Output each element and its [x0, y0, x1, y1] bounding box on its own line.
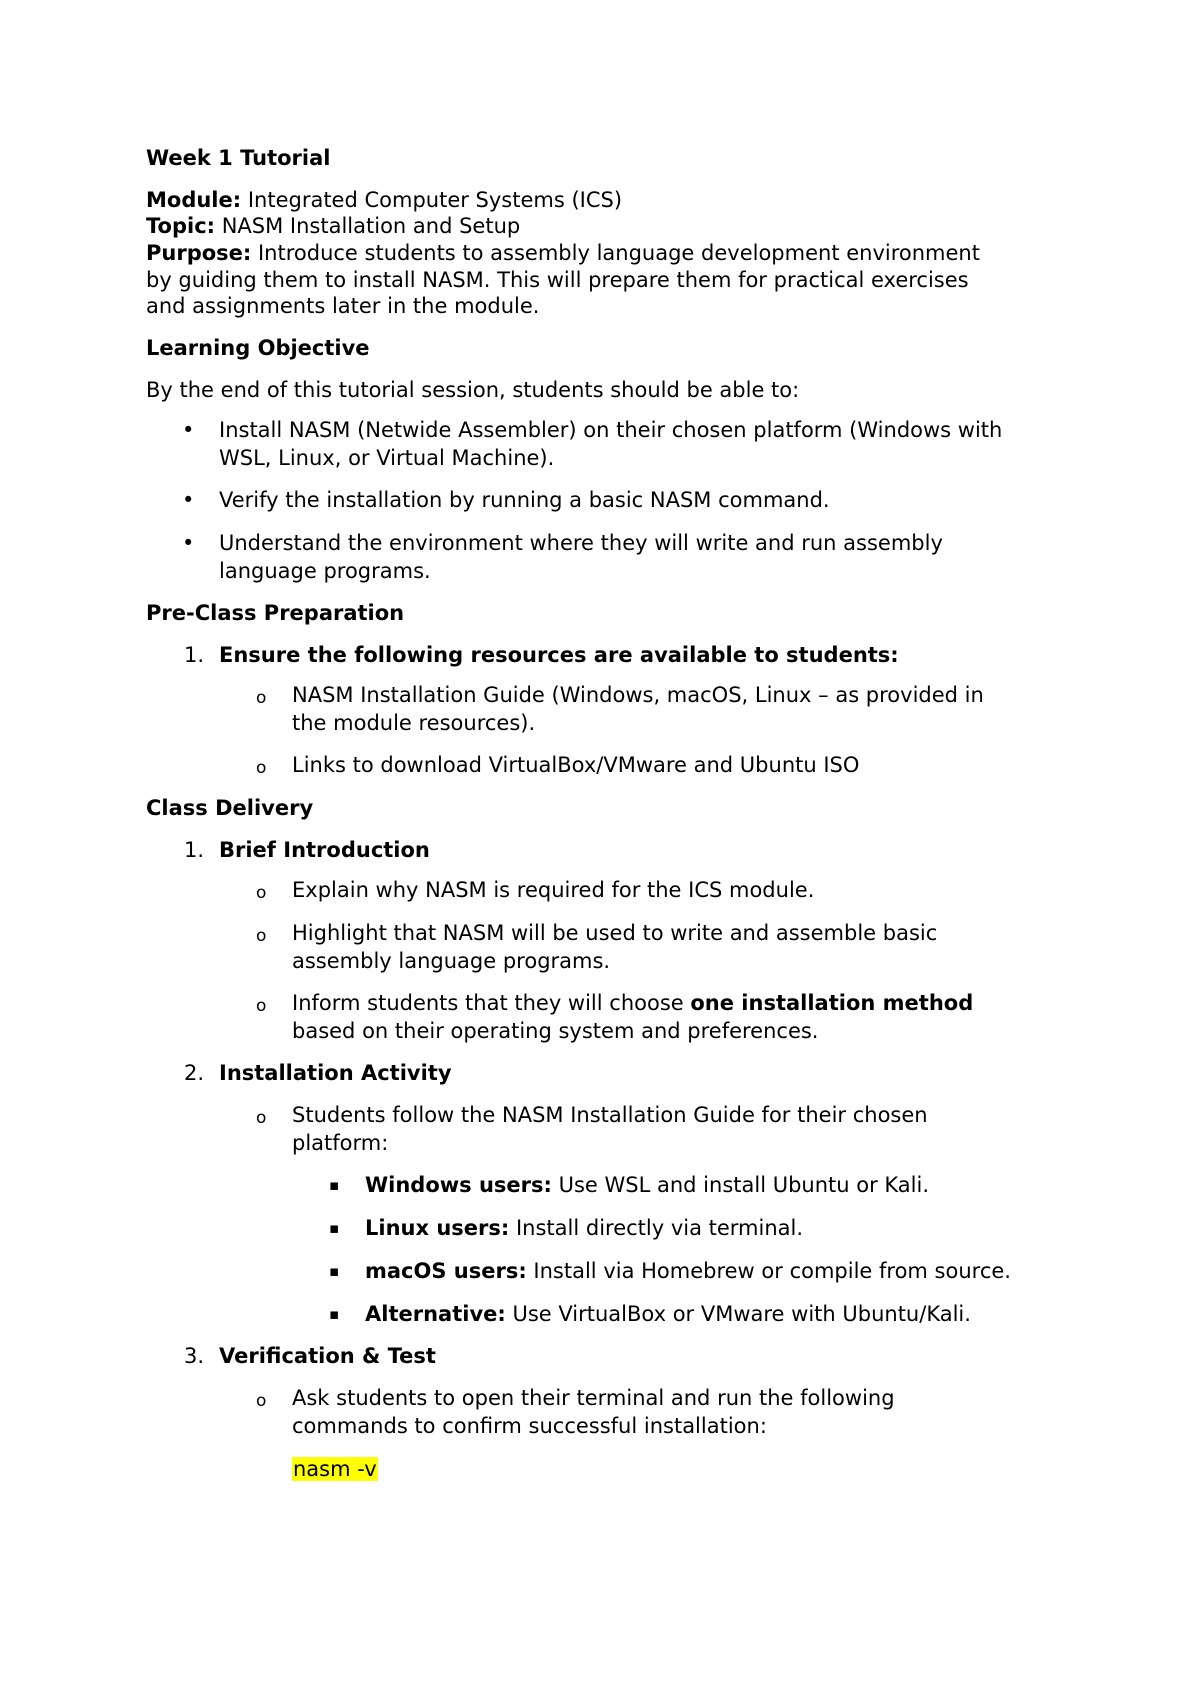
platform-text: Use WSL and install Ubuntu or Kali.	[551, 1173, 930, 1197]
intro-point-3-emphasis: one installation method	[690, 991, 974, 1015]
platform-text: Use VirtualBox or VMware with Ubuntu/Kali.	[505, 1302, 971, 1326]
preclass-sub-2: Links to download VirtualBox/VMware and Ubuntu ISO	[292, 753, 860, 777]
circle-bullet-icon: o	[256, 926, 267, 946]
platform-windows	[365, 1171, 929, 1199]
module-label: Module:	[146, 188, 242, 212]
objective-3-line-1: Understand the environment where they will write and run assembly	[219, 531, 943, 555]
learning-intro: By the end of this tutorial session, students should be able to:	[146, 378, 800, 402]
square-bullet-icon: ▪	[329, 1305, 340, 1323]
purpose-label: Purpose:	[146, 241, 252, 265]
platform-label: Windows users:	[365, 1173, 552, 1197]
verification-point-line-2: commands to confirm successful installation:	[292, 1414, 767, 1438]
preclass-heading: Pre-Class Preparation	[146, 601, 405, 625]
purpose-text-1: Introduce students to assembly language development environment	[251, 241, 980, 265]
intro-point-1: Explain why NASM is required for the ICS module.	[292, 878, 815, 902]
purpose-line-2: by guiding them to install NASM. This will prepare them for practical exercises	[146, 268, 969, 292]
circle-bullet-icon: o	[256, 883, 267, 903]
platform-macos	[365, 1257, 1011, 1285]
verification-title: Verification & Test	[219, 1344, 436, 1368]
topic-line	[146, 212, 520, 240]
installation-point-line-1: Students follow the NASM Installation Guide for their chosen	[292, 1103, 928, 1127]
circle-bullet-icon: o	[256, 688, 267, 708]
preclass-item-1: Ensure the following resources are available to students:	[219, 643, 899, 667]
list-number: 1.	[184, 643, 205, 667]
highlighted-command: nasm -v	[293, 1457, 377, 1481]
class-delivery-heading: Class Delivery	[146, 796, 314, 820]
module-value: Integrated Computer Systems (ICS)	[241, 188, 623, 212]
platform-label: Linux users:	[365, 1216, 510, 1240]
objective-2: Verify the installation by running a basic NASM command.	[219, 488, 830, 512]
objective-1-line-2: WSL, Linux, or Virtual Machine).	[219, 446, 555, 470]
purpose-line-3: and assignments later in the module.	[146, 294, 540, 318]
objective-1-line-1: Install NASM (Netwide Assembler) on their chosen platform (Windows with	[219, 418, 1003, 442]
bullet-icon: •	[182, 531, 195, 555]
list-number: 1.	[184, 838, 205, 862]
installation-activity-title: Installation Activity	[219, 1061, 452, 1085]
list-number: 3.	[184, 1344, 205, 1368]
learning-objective-heading: Learning Objective	[146, 336, 370, 360]
verification-point-line-1: Ask students to open their terminal and run the following	[292, 1386, 895, 1410]
list-number: 2.	[184, 1061, 205, 1085]
platform-label: Alternative:	[365, 1302, 506, 1326]
command-line	[292, 1455, 378, 1483]
intro-point-2-line-2: assembly language programs.	[292, 949, 611, 973]
circle-bullet-icon: o	[256, 1391, 267, 1411]
square-bullet-icon: ▪	[329, 1176, 340, 1194]
objective-3-line-2: language programs.	[219, 559, 431, 583]
document-title: Week 1 Tutorial	[146, 146, 331, 170]
bullet-icon: •	[182, 418, 195, 442]
intro-point-3-line-2: based on their operating system and preferences.	[292, 1019, 819, 1043]
intro-point-3-text: Inform students that they will choose	[292, 991, 691, 1015]
platform-label: macOS users:	[365, 1259, 527, 1283]
circle-bullet-icon: o	[256, 996, 267, 1016]
installation-point-line-2: platform:	[292, 1131, 389, 1155]
topic-value: NASM Installation and Setup	[215, 214, 521, 238]
purpose-line-1	[146, 239, 980, 267]
platform-text: Install via Homebrew or compile from source.	[526, 1259, 1011, 1283]
platform-linux	[365, 1214, 803, 1242]
preclass-sub-1-line-1: NASM Installation Guide (Windows, macOS, Linux – as provided in	[292, 683, 984, 707]
circle-bullet-icon: o	[256, 1108, 267, 1128]
square-bullet-icon: ▪	[329, 1262, 340, 1280]
platform-text: Install directly via terminal.	[509, 1216, 804, 1240]
intro-point-2-line-1: Highlight that NASM will be used to write and assemble basic	[292, 921, 938, 945]
platform-alternative	[365, 1300, 971, 1328]
intro-point-3-line-1	[292, 989, 973, 1017]
bullet-icon: •	[182, 488, 195, 512]
brief-introduction-title: Brief Introduction	[219, 838, 430, 862]
topic-label: Topic:	[146, 214, 216, 238]
preclass-sub-1-line-2: the module resources).	[292, 711, 536, 735]
module-line	[146, 186, 622, 214]
square-bullet-icon: ▪	[329, 1219, 340, 1237]
circle-bullet-icon: o	[256, 758, 267, 778]
